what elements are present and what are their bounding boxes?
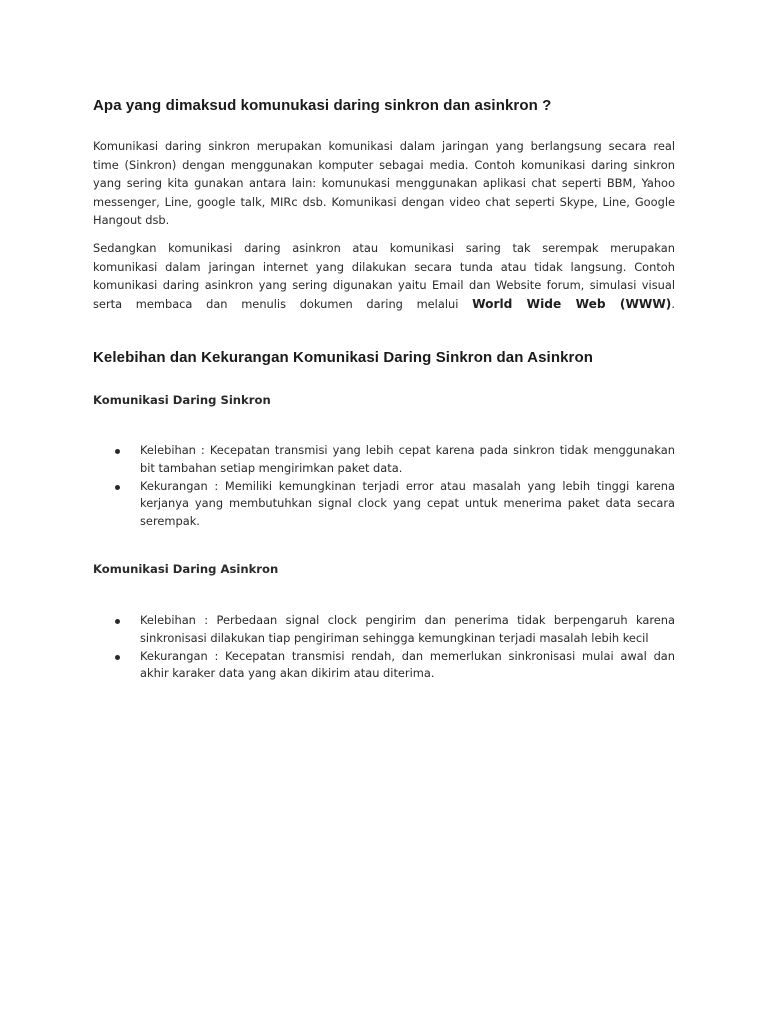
list-item-line: akhir karaker data yang akan dikirim atau diterima. [140,666,435,681]
paragraph-sinkron-definition [93,137,675,230]
bullet-list-asinkron [93,612,675,683]
paragraph-line: time (Sinkron) dengan menggunakan komputer sebagai media. Contoh komunikasi daring sinkron [93,157,675,172]
kelebihan-kekurangan-heading: Kelebihan dan Kekurangan Komunikasi Daring Sinkron dan Asinkron [93,349,593,366]
www-bold-text: World Wide Web (WWW) [472,296,672,311]
bullet-dot-icon [115,485,120,490]
paragraph-line [93,295,675,314]
bullet-list-sinkron [93,442,675,531]
paragraph-asinkron-definition [93,239,675,313]
paragraph-line: komunikasi dalam jaringan internet yang dilakukan secara tunda atau tidak langsung. Contoh [93,259,675,274]
list-item-line: kerjanya yang membutuhkan signal clock yang cepat untuk menerima paket data secara [140,496,675,511]
list-item [93,612,675,648]
list-item-line: sinkronisasi dilakukan tiap pengiriman sehingga kemungkinan terjadi masalah lebih kecil [140,630,649,645]
list-item-line: serempak. [140,514,200,529]
paragraph-period: . [671,296,675,311]
bullet-dot-icon [115,449,120,454]
list-item-line: Kekurangan : Kecepatan transmisi rendah, dan memerlukan sinkronisasi mulai awal dan [140,648,675,663]
bullet-dot-icon [115,619,120,624]
paragraph-line: Hangout dsb. [93,213,170,228]
paragraph-line: Sedangkan komunikasi daring asinkron atau komunikasi saring tak serempak merupakan [93,241,675,255]
paragraph-line-text: serta membaca dan menulis dokumen daring melalui [93,296,473,311]
paragraph-line: yang sering kita gunakan antara lain: komunukasi menggunakan aplikasi chat seperti BBM, Yahoo [93,176,675,191]
list-item-line: Kelebihan : Perbedaan signal clock pengirim dan penerima tidak berpengaruh karena [140,613,675,627]
list-item-line: bit tambahan setiap mengirimkan paket data. [140,460,403,475]
list-item-line: Kekurangan : Memiliki kemungkinan terjadi error atau masalah yang lebih tinggi karena [140,478,675,493]
paragraph-line: messenger, Line, google talk, MIRc dsb. Komunikasi dengan video chat seperti Skype, Line, Google [93,194,675,209]
list-item [93,442,675,478]
paragraph-line: Komunikasi daring sinkron merupakan komunikasi dalam jaringan yang berlangsung secara real [93,139,675,153]
section-title-asinkron: Komunikasi Daring Asinkron [93,562,279,576]
paragraph-line: komunikasi daring asinkron yang sering digunakan yaitu Email dan Website forum, simulasi visual [93,278,675,293]
list-item [93,478,675,531]
list-item [93,648,675,684]
question-heading: Apa yang dimaksud komunukasi daring sinkron dan asinkron ? [93,97,552,114]
section-title-sinkron: Komunikasi Daring Sinkron [93,393,271,407]
bullet-dot-icon [115,655,120,660]
list-item-line: Kelebihan : Kecepatan transmisi yang lebih cepat karena pada sinkron tidak menggunakan [140,443,675,457]
